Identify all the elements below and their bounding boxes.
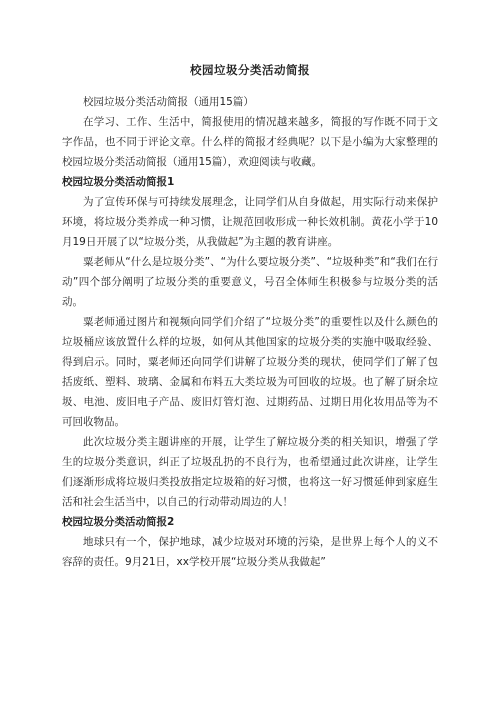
section-1-paragraph-3: 粟老师通过图片和视频向同学们介绍了“垃圾分类”的重要性以及什么颜色的垃圾桶应该放置什么样的垃圾，如何从其他国家的垃圾分类的实施中吸取经验、得到启示。同时，粟老师还向同学们讲解了垃圾分类的现状，使同学们了解了包括废纸、塑料、玻璃、金属和布料五大类垃圾为可回收的垃圾。也了解了厨余垃圾、电池、废旧电子产品、废旧灯管灯泡、过期药品、过期日用化妆用品等为不可回收物品。 (62, 316, 438, 428)
preface-paragraph: 在学习、工作、生活中，简报使用的情况越来越多，简报的写作既不同于文字作品，也不同于评论文章。什么样的简报才经典呢？以下是小编为大家整理的校园垃圾分类活动简报（通用15篇），欢迎阅读与收藏。 (62, 116, 438, 168)
section-2-heading: 校园垃圾分类活动简报2 (62, 516, 175, 528)
section-1-paragraph-1: 为了宣传环保与可持续发展理念，让同学们从自身做起，用实际行动来保护环境，将垃圾分类养成一种习惯，让规范回收形成一种长效机制。黄花小学于10月19日开展了以“垃圾分类，从我做起”为主题的教育讲座。 (62, 196, 438, 248)
section-1-paragraph-4: 此次垃圾分类主题讲座的开展，让学生了解垃圾分类的相关知识，增强了学生的垃圾分类意识，纠正了垃圾乱扔的不良行为，也希望通过此次讲座，让学生们逐渐形成将垃圾归类投放指定垃圾箱的好习惯，也将这一好习惯延伸到家庭生活和社会生活当中，以自己的行动带动周边的人！ (62, 436, 438, 508)
section-2-paragraph-1: 地球只有一个，保护地球，减少垃圾对环境的污染，是世界上每个人的义不容辞的责任。9月21日，xx学校开展“垃圾分类从我做起” (62, 536, 438, 568)
intro-paragraph: 校园垃圾分类活动简报（通用15篇） (83, 96, 254, 108)
section-1-heading: 校园垃圾分类活动简报1 (62, 176, 175, 188)
document-title: 校园垃圾分类活动简报 (190, 63, 310, 77)
section-1-paragraph-2: 粟老师从“什么是垃圾分类”、“为什么要垃圾分类”、“垃圾种类”和“我们在行动”四个部分阐明了垃圾分类的重要意义，号召全体师生积极参与垃圾分类的活动。 (62, 256, 438, 308)
